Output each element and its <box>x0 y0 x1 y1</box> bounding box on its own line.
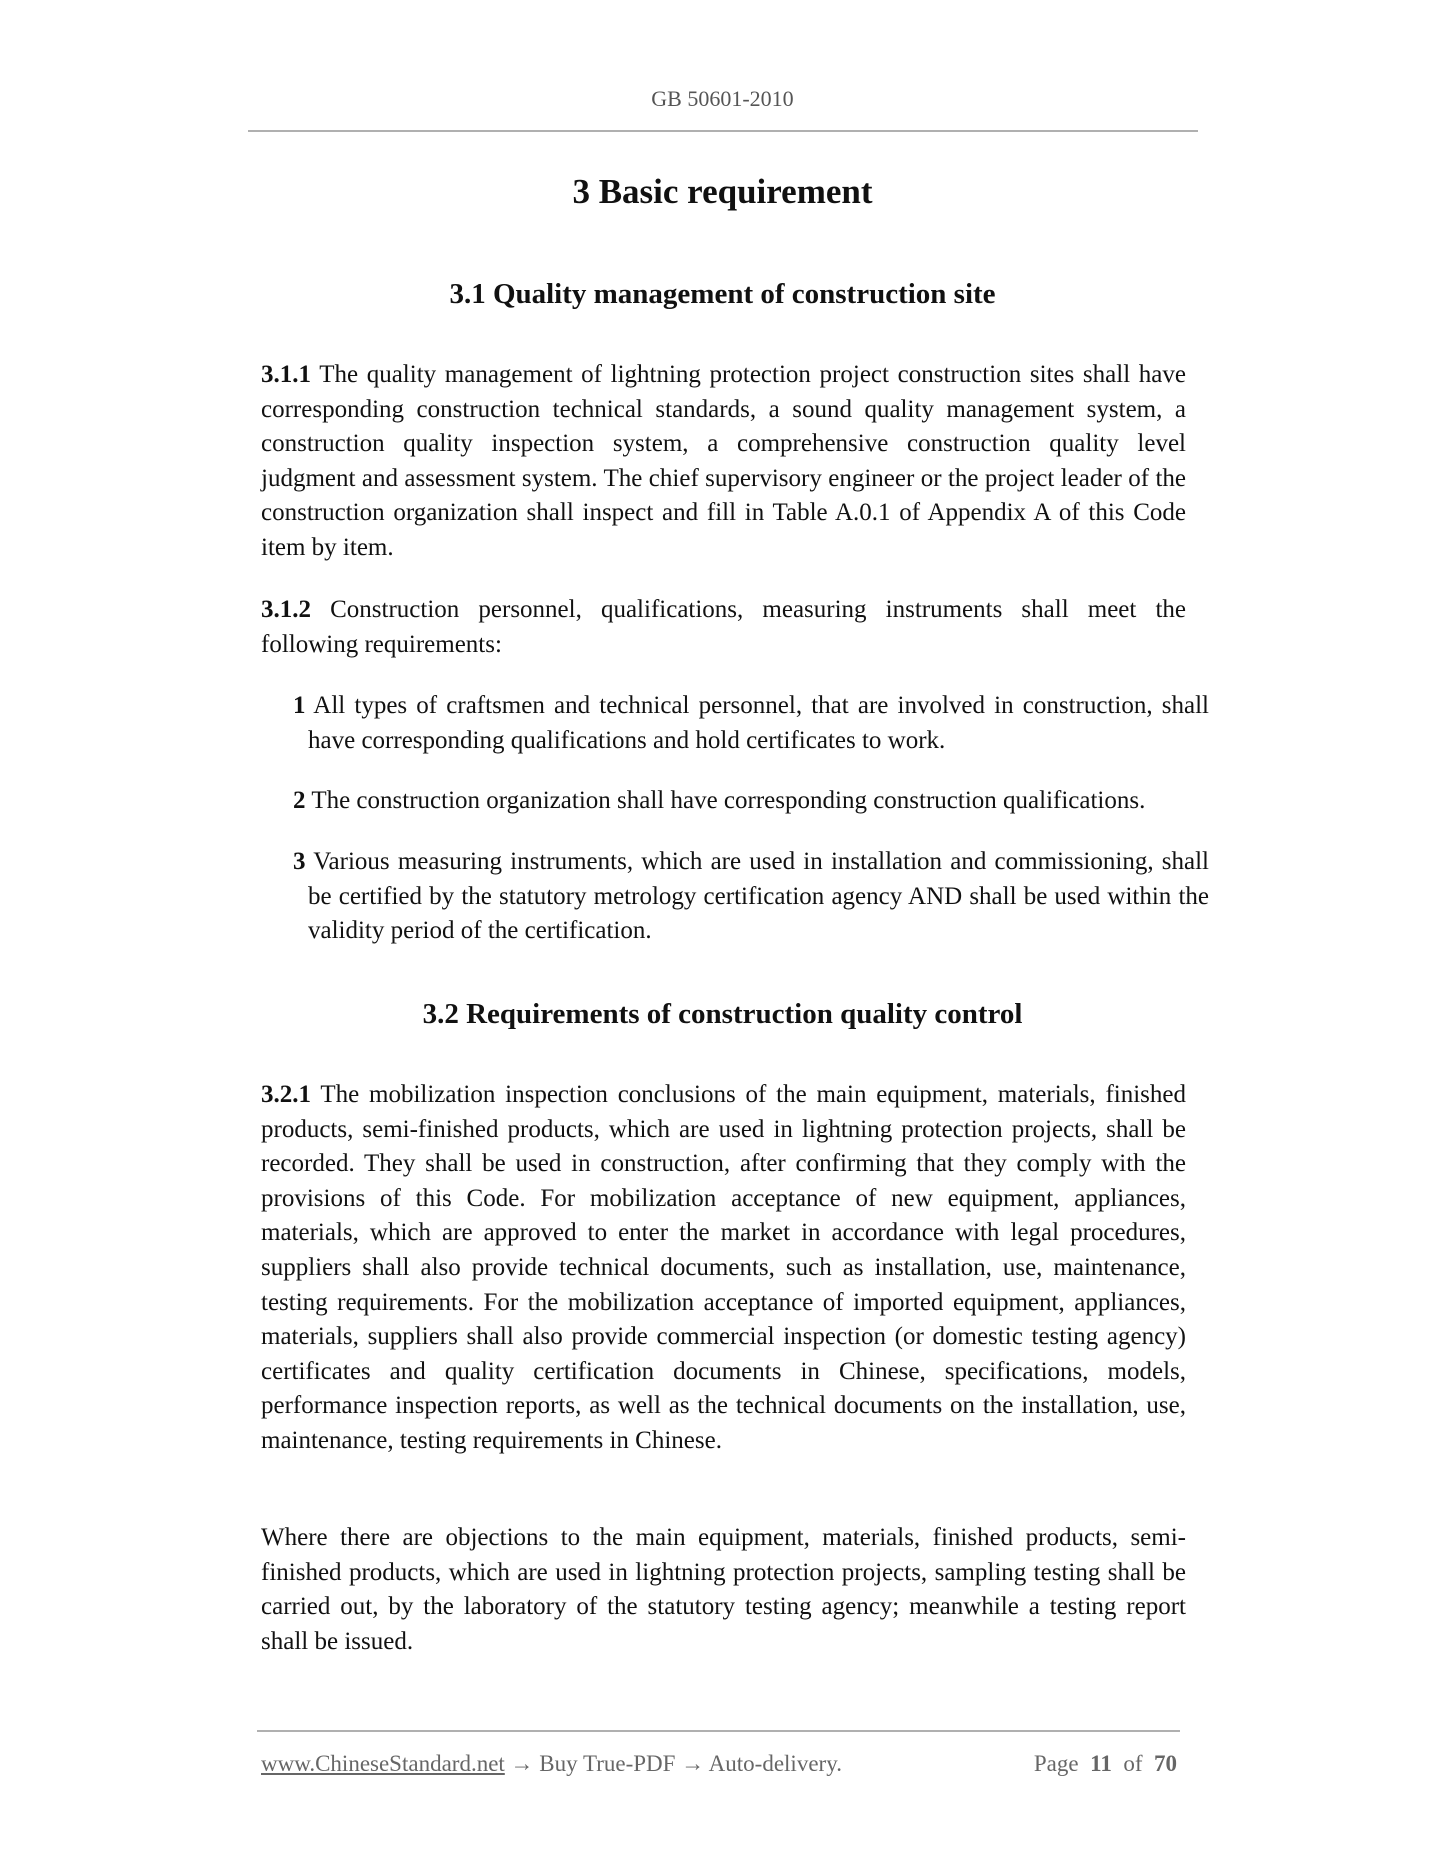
list-item: 2 The construction organization shall have corresponding construction qualifications. <box>293 787 1146 814</box>
list-item: 3 Various measuring instruments, which are used in installation and commissioning, shall be certified by the statutory metrology certification agency AND shall be used within the validity period of the certification. <box>293 848 1209 945</box>
footer-promo <box>261 1751 842 1777</box>
list-item: 1 All types of craftsmen and technical personnel, that are involved in construction, shall have corresponding qualifications and hold certificates to work. <box>293 692 1209 754</box>
buy-pdf-text: Buy True-PDF <box>539 1751 676 1776</box>
arrow-right-icon: → <box>510 1751 534 1776</box>
footer-divider <box>257 1730 1180 1732</box>
clause-3-1-2: 3.1.2 Construction personnel, qualifications, measuring instruments shall meet the following requirements: <box>261 596 1187 658</box>
page-number: Page 11 of 70 <box>1033 1751 1177 1776</box>
website-link[interactable]: www.ChineseStandard.net <box>261 1751 505 1776</box>
section-title-3-1: 3.1 Quality management of construction site <box>449 278 996 310</box>
clause-3-1-1: 3.1.1 The quality management of lightning protection project construction sites shall have corresponding construction technical standards, a sound quality management system, a construction quality inspection system, a comprehensive construction quality level judgment and assessment system. The chief supervisory engineer or the project leader of the construction organization shall inspect and fill in Table A.0.1 of Appendix A of this Code item by item. <box>261 361 1186 561</box>
clause-3-2-1: 3.2.1 The mobilization inspection conclusions of the main equipment, materials, finished products, semi-finished products, which are used in lightning protection projects, shall be recorded. They shall be used in construction, after confirming that they comply with the provisions of this Code. For mobilization acceptance of new equipment, appliances, materials, which are approved to enter the market in accordance with legal procedures, suppliers shall also provide technical documents, such as installation, use, maintenance, testing requirements. For the mobilization acceptance of imported equipment, appliances, materials, suppliers shall also provide commercial inspection (or domestic testing agency) certificates and quality certification documents in Chinese, specifications, models, performance inspection reports, as well as the technical documents on the installation, use, maintenance, testing requirements in Chinese. <box>261 1081 1186 1454</box>
header-divider <box>248 130 1198 132</box>
arrow-right-icon: → <box>681 1751 705 1776</box>
chapter-title: 3 Basic requirement <box>572 172 873 211</box>
paragraph-objections: Where there are objections to the main equipment, materials, finished products, semi-finished products, which are used in lightning protection projects, sampling testing shall be carried out, by the laboratory of the statutory testing agency; meanwhile a testing report shall be issued. <box>261 1524 1186 1655</box>
document-code-header: GB 50601-2010 <box>651 86 794 111</box>
delivery-text: Auto-delivery. <box>708 1751 842 1776</box>
section-title-3-2: 3.2 Requirements of construction quality control <box>422 998 1023 1030</box>
